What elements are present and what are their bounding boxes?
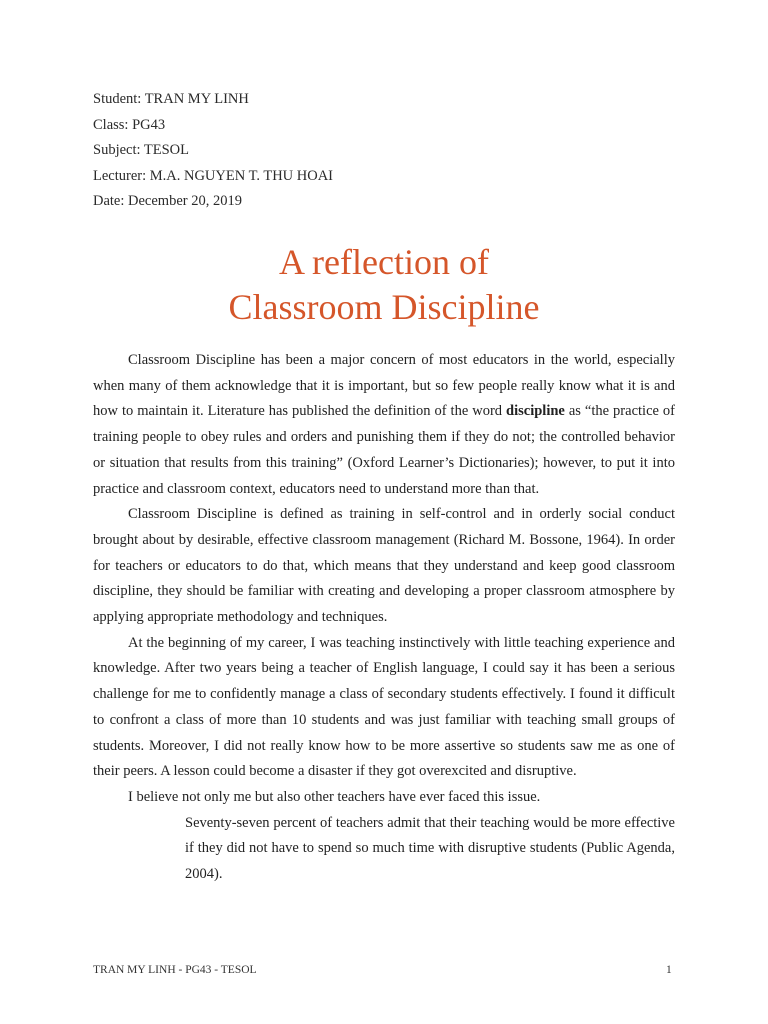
lecturer-line: Lecturer: M.A. NGUYEN T. THU HOAI — [93, 167, 334, 184]
paragraph-1-text-a: Classroom Discipline has been a major concern of most educators in the world, especially when many of them acknowledge that it is important, but so few people really know what it is and how to maintain it. Literature has published the definition of the word — [93, 352, 675, 420]
student-info-block — [93, 87, 653, 215]
bold-term-discipline: discipline — [506, 403, 565, 420]
date-line: Date: December 20, 2019 — [93, 193, 242, 210]
footer-author: TRAN MY LINH - PG43 - TESOL — [93, 964, 257, 976]
paragraph-2: Classroom Discipline is defined as training in self-control and in orderly social conduct brought about by desirable, effective classroom management (Richard M. Bossone, 1964). In order for teachers or educators to do that, which means that they understand and keep good classroom discipline, they should be familiar with creating and developing a proper classroom atmosphere by applying appropriate methodology and techniques. — [93, 506, 675, 626]
title-line-2: Classroom Discipline — [228, 287, 540, 327]
paragraph-1-text-b: as “the practice of training people to obey rules and orders and punishing them if they do not; the controlled behavior or situation that results from this training” (Oxford Learner’s Dictionaries); however, to put it into practice and classroom context, educators need to understand more than that. — [93, 403, 675, 497]
subject-line: Subject: TESOL — [93, 142, 189, 159]
page-number: 1 — [666, 964, 672, 976]
student-line: Student: TRAN MY LINH — [93, 91, 249, 107]
document-body — [93, 348, 675, 888]
title-line-1: A reflection of — [279, 242, 489, 282]
paragraph-4: I believe not only me but also other teachers have ever faced this issue. — [128, 788, 541, 805]
document-title — [0, 240, 768, 330]
block-quote: Seventy-seven percent of teachers admit that their teaching would be more effective if they did not have to spend so much time with disruptive students (Public Agenda, 2004). — [185, 814, 675, 883]
paragraph-1 — [93, 348, 675, 502]
class-line: Class: PG43 — [93, 116, 166, 133]
paragraph-3: At the beginning of my career, I was teaching instinctively with little teaching experience and knowledge. After two years being a teacher of English language, I could say it has been a serious challenge for me to confidently manage a class of secondary students effectively. I found it difficult to confront a class of more than 10 students and was just familiar with teaching small groups of students. Moreover, I did not really know how to be more assertive so students saw me as one of their peers. A lesson could become a disaster if they got overexcited and disruptive. — [93, 634, 675, 780]
